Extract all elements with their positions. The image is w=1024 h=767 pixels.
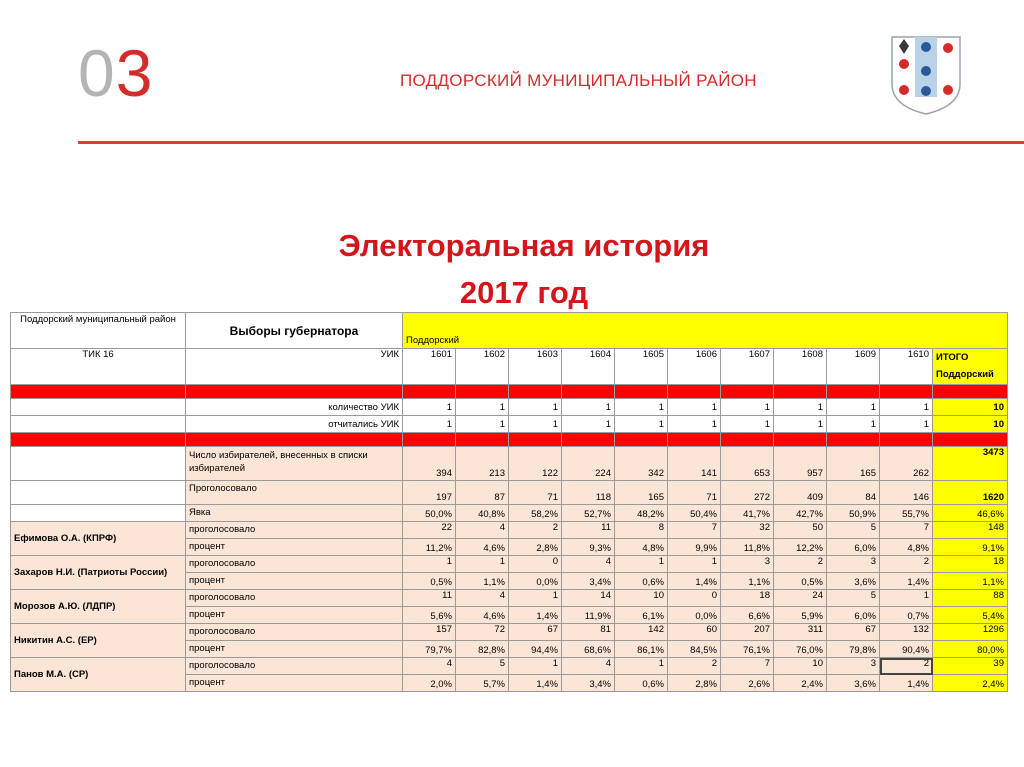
blank-cell [11, 481, 186, 505]
value-cell: 1 [403, 556, 456, 573]
value-cell: 0 [509, 556, 562, 573]
value-cell: 55,7% [880, 505, 933, 522]
value-cell: 11 [562, 522, 615, 539]
red-band-cell [615, 385, 668, 399]
total-cell: 148 [933, 522, 1008, 539]
region-label-cell: Поддорский [403, 313, 1008, 349]
value-cell: 4 [456, 522, 509, 539]
value-cell: 3,4% [562, 675, 615, 692]
total-cell: 10 [933, 399, 1008, 416]
candidate-votes-row [11, 658, 1008, 675]
blank-cell [11, 416, 186, 433]
value-cell: 1 [827, 416, 880, 433]
row-label-cell: Проголосовало [186, 481, 403, 505]
value-cell: 342 [615, 447, 668, 481]
value-cell: 3 [827, 658, 880, 675]
uik-label-cell: УИК [186, 349, 403, 385]
row-label-cell: процент [186, 607, 403, 624]
value-cell: 118 [562, 481, 615, 505]
value-cell: 1 [668, 399, 721, 416]
page-title [0, 222, 1024, 316]
uik-1603-cell: 1603 [509, 349, 562, 385]
value-cell: 8 [615, 522, 668, 539]
value-cell: 1,1% [721, 573, 774, 590]
value-cell: 2 [668, 658, 721, 675]
value-cell: 5,9% [774, 607, 827, 624]
value-cell: 7 [668, 522, 721, 539]
value-cell: 7 [880, 522, 933, 539]
value-cell: 1 [774, 399, 827, 416]
total-cell: 88 [933, 590, 1008, 607]
red-band-cell [668, 385, 721, 399]
total-cell: 80,0% [933, 641, 1008, 658]
value-cell: 1 [880, 590, 933, 607]
value-cell: 4 [562, 556, 615, 573]
row-label-cell: проголосовало [186, 624, 403, 641]
value-cell: 42,7% [774, 505, 827, 522]
value-cell: 11,9% [562, 607, 615, 624]
value-cell: 87 [456, 481, 509, 505]
value-cell: 6,6% [721, 607, 774, 624]
value-cell: 1 [509, 416, 562, 433]
value-cell: 262 [880, 447, 933, 481]
value-cell: 311 [774, 624, 827, 641]
total-header-cell [933, 349, 1008, 385]
value-cell: 84 [827, 481, 880, 505]
value-cell: 6,0% [827, 607, 880, 624]
value-cell: 2 [774, 556, 827, 573]
red-band-cell [668, 433, 721, 447]
value-cell: 48,2% [615, 505, 668, 522]
value-cell: 272 [721, 481, 774, 505]
value-cell: 60 [668, 624, 721, 641]
total-header-line-1: ИТОГО [936, 352, 969, 363]
row-label-cell: проголосовало [186, 658, 403, 675]
row-label-cell: проголосовало [186, 556, 403, 573]
row-label-cell: количество УИК [186, 399, 403, 416]
value-cell: 197 [403, 481, 456, 505]
value-cell: 4 [403, 658, 456, 675]
value-cell: 1,4% [509, 607, 562, 624]
value-cell: 2,6% [721, 675, 774, 692]
value-cell: 1 [509, 590, 562, 607]
value-cell: 1,1% [456, 573, 509, 590]
red-band-cell [509, 433, 562, 447]
title-line-2: 2017 год [459, 275, 589, 310]
turnout-row [11, 505, 1008, 522]
uik-1601-cell: 1601 [403, 349, 456, 385]
value-cell: 207 [721, 624, 774, 641]
value-cell: 0,0% [668, 607, 721, 624]
value-cell: 4 [456, 590, 509, 607]
candidate-name-cell: Панов М.А. (СР) [11, 658, 186, 692]
uik-1609-cell: 1609 [827, 349, 880, 385]
value-cell: 3 [721, 556, 774, 573]
value-cell: 1 [880, 399, 933, 416]
value-cell: 12,2% [774, 539, 827, 556]
row-label-cell: отчитались УИК [186, 416, 403, 433]
red-band-cell [721, 385, 774, 399]
title-line-1: Электоральная история [338, 228, 710, 263]
value-cell: 67 [827, 624, 880, 641]
value-cell: 157 [403, 624, 456, 641]
uik-1608-cell: 1608 [774, 349, 827, 385]
value-cell: 5,6% [403, 607, 456, 624]
value-cell: 1 [456, 416, 509, 433]
red-band-cell [933, 433, 1008, 447]
value-cell: 1,4% [880, 573, 933, 590]
red-band-row [11, 433, 1008, 447]
red-band-cell [456, 385, 509, 399]
district-label-cell: Поддорский муниципальный район [11, 313, 186, 349]
tik-cell: ТИК 16 [11, 349, 186, 385]
uik-header-row [11, 349, 1008, 385]
red-band-cell [11, 433, 186, 447]
candidate-votes-row [11, 556, 1008, 573]
value-cell: 11,2% [403, 539, 456, 556]
value-cell: 86,1% [615, 641, 668, 658]
red-band-cell [186, 385, 403, 399]
value-cell: 1 [456, 556, 509, 573]
uik-1607-cell: 1607 [721, 349, 774, 385]
value-cell: 122 [509, 447, 562, 481]
value-cell: 1 [509, 399, 562, 416]
voted-row [11, 481, 1008, 505]
value-cell: 6,0% [827, 539, 880, 556]
value-cell: 0,5% [403, 573, 456, 590]
value-cell: 76,1% [721, 641, 774, 658]
slide-number [78, 38, 153, 108]
voters-row [11, 447, 1008, 481]
row-label-cell: проголосовало [186, 522, 403, 539]
value-cell: 11 [403, 590, 456, 607]
row-label-cell: процент [186, 539, 403, 556]
value-cell: 6,1% [615, 607, 668, 624]
uik-1605-cell: 1605 [615, 349, 668, 385]
value-cell: 165 [827, 447, 880, 481]
uik-1606-cell: 1606 [668, 349, 721, 385]
uik-1604-cell: 1604 [562, 349, 615, 385]
coat-of-arms-icon [889, 34, 963, 116]
value-cell: 1 [721, 399, 774, 416]
candidate-votes-row [11, 590, 1008, 607]
value-cell: 1 [403, 399, 456, 416]
value-cell: 67 [509, 624, 562, 641]
value-cell: 2,8% [668, 675, 721, 692]
total-cell: 46,6% [933, 505, 1008, 522]
value-cell: 0,7% [880, 607, 933, 624]
value-cell: 94,4% [509, 641, 562, 658]
red-band-cell [562, 385, 615, 399]
value-cell: 4,6% [456, 539, 509, 556]
value-cell: 2 [509, 522, 562, 539]
election-label-cell: Выборы губернатора [186, 313, 403, 349]
value-cell: 0,0% [509, 573, 562, 590]
value-cell: 1 [562, 416, 615, 433]
value-cell: 2 [880, 556, 933, 573]
blank-cell [11, 447, 186, 481]
value-cell: 1 [456, 399, 509, 416]
slide-number-gray-digit: 0 [78, 36, 116, 110]
value-cell: 58,2% [509, 505, 562, 522]
value-cell: 32 [721, 522, 774, 539]
value-cell: 0 [668, 590, 721, 607]
total-cell: 9,1% [933, 539, 1008, 556]
red-band-row [11, 385, 1008, 399]
value-cell: 165 [615, 481, 668, 505]
election-results-table [10, 312, 1008, 692]
value-cell: 3,6% [827, 675, 880, 692]
table-header-row [11, 313, 1008, 349]
red-band-cell [403, 433, 456, 447]
candidate-name-cell: Никитин А.С. (ЕР) [11, 624, 186, 658]
row-label-cell: Число избирателей, внесенных в списки избирателей [186, 447, 403, 481]
blank-cell [11, 399, 186, 416]
red-band-cell [933, 385, 1008, 399]
value-cell: 76,0% [774, 641, 827, 658]
value-cell: 79,7% [403, 641, 456, 658]
value-cell: 50,9% [827, 505, 880, 522]
total-cell: 5,4% [933, 607, 1008, 624]
row-label-cell: процент [186, 641, 403, 658]
value-cell: 224 [562, 447, 615, 481]
value-cell: 90,4% [880, 641, 933, 658]
value-cell: 9,3% [562, 539, 615, 556]
value-cell: 1 [615, 658, 668, 675]
value-cell: 52,7% [562, 505, 615, 522]
value-cell: 653 [721, 447, 774, 481]
red-band-cell [11, 385, 186, 399]
value-cell: 18 [721, 590, 774, 607]
value-cell: 11,8% [721, 539, 774, 556]
value-cell: 4,8% [880, 539, 933, 556]
value-cell: 50,0% [403, 505, 456, 522]
red-band-cell [774, 385, 827, 399]
total-cell: 1296 [933, 624, 1008, 641]
value-cell: 5,7% [456, 675, 509, 692]
total-cell: 2,4% [933, 675, 1008, 692]
header-divider [78, 141, 1024, 144]
value-cell: 3 [827, 556, 880, 573]
value-cell: 1 [615, 416, 668, 433]
value-cell: 1 [562, 399, 615, 416]
red-band-cell [509, 385, 562, 399]
slide-number-red-digit: 3 [115, 36, 154, 110]
total-cell: 1620 [933, 481, 1008, 505]
red-band-cell [721, 433, 774, 447]
value-cell: 1 [403, 416, 456, 433]
candidate-votes-row [11, 624, 1008, 641]
value-cell: 1 [668, 556, 721, 573]
candidate-votes-row [11, 522, 1008, 539]
value-cell: 2,4% [774, 675, 827, 692]
value-cell: 84,5% [668, 641, 721, 658]
value-cell: 1,4% [880, 675, 933, 692]
red-band-cell [186, 433, 403, 447]
value-cell: 141 [668, 447, 721, 481]
candidate-name-cell: Морозов А.Ю. (ЛДПР) [11, 590, 186, 624]
value-cell: 10 [774, 658, 827, 675]
total-cell: 10 [933, 416, 1008, 433]
row-label-cell: проголосовало [186, 590, 403, 607]
value-cell: 72 [456, 624, 509, 641]
row-label-cell: процент [186, 675, 403, 692]
total-cell: 39 [933, 658, 1008, 675]
value-cell: 0,6% [615, 675, 668, 692]
candidate-name-cell: Ефимова О.А. (КПРФ) [11, 522, 186, 556]
row-label-cell: Явка [186, 505, 403, 522]
value-cell: 1 [615, 399, 668, 416]
value-cell: 142 [615, 624, 668, 641]
value-cell: 1 [668, 416, 721, 433]
value-cell: 1,4% [509, 675, 562, 692]
value-cell: 2,0% [403, 675, 456, 692]
value-cell: 146 [880, 481, 933, 505]
uik-1602-cell: 1602 [456, 349, 509, 385]
district-heading: ПОДДОРСКИЙ МУНИЦИПАЛЬНЫЙ РАЙОН [400, 71, 757, 90]
value-cell: 4,6% [456, 607, 509, 624]
red-band-cell [774, 433, 827, 447]
value-cell: 50,4% [668, 505, 721, 522]
value-cell: 132 [880, 624, 933, 641]
red-band-cell [456, 433, 509, 447]
red-band-cell [403, 385, 456, 399]
value-cell: 2,8% [509, 539, 562, 556]
value-cell: 7 [721, 658, 774, 675]
value-cell: 957 [774, 447, 827, 481]
value-cell: 1 [880, 416, 933, 433]
value-cell: 213 [456, 447, 509, 481]
value-cell: 22 [403, 522, 456, 539]
red-band-cell [562, 433, 615, 447]
row-label-cell: процент [186, 573, 403, 590]
summary-row [11, 416, 1008, 433]
value-cell: 82,8% [456, 641, 509, 658]
value-cell: 1 [509, 658, 562, 675]
value-cell: 50 [774, 522, 827, 539]
red-band-cell [880, 433, 933, 447]
value-cell: 9,9% [668, 539, 721, 556]
blank-cell [11, 505, 186, 522]
value-cell: 0,6% [615, 573, 668, 590]
value-cell: 5 [827, 590, 880, 607]
value-cell: 71 [509, 481, 562, 505]
summary-row [11, 399, 1008, 416]
value-cell: 1 [615, 556, 668, 573]
candidate-name-cell: Захаров Н.И. (Патриоты России) [11, 556, 186, 590]
total-cell: 18 [933, 556, 1008, 573]
value-cell: 1 [827, 399, 880, 416]
uik-1610-cell: 1610 [880, 349, 933, 385]
red-band-cell [827, 433, 880, 447]
value-cell: 81 [562, 624, 615, 641]
value-cell: 4 [562, 658, 615, 675]
red-band-cell [615, 433, 668, 447]
red-band-cell [880, 385, 933, 399]
value-cell: 3,4% [562, 573, 615, 590]
value-cell: 409 [774, 481, 827, 505]
total-cell: 3473 [933, 447, 1008, 481]
value-cell: 79,8% [827, 641, 880, 658]
value-cell: 1 [721, 416, 774, 433]
value-cell: 41,7% [721, 505, 774, 522]
value-cell: 5 [456, 658, 509, 675]
value-cell: 24 [774, 590, 827, 607]
red-band-cell [827, 385, 880, 399]
total-header-line-2: Поддорский [936, 369, 994, 380]
value-cell: 0,5% [774, 573, 827, 590]
value-cell: 14 [562, 590, 615, 607]
value-cell: 394 [403, 447, 456, 481]
value-cell: 1,4% [668, 573, 721, 590]
value-cell: 2 [880, 658, 933, 675]
value-cell: 4,8% [615, 539, 668, 556]
value-cell: 71 [668, 481, 721, 505]
value-cell: 40,8% [456, 505, 509, 522]
value-cell: 68,6% [562, 641, 615, 658]
total-cell: 1,1% [933, 573, 1008, 590]
value-cell: 1 [774, 416, 827, 433]
value-cell: 10 [615, 590, 668, 607]
value-cell: 3,6% [827, 573, 880, 590]
value-cell: 5 [827, 522, 880, 539]
